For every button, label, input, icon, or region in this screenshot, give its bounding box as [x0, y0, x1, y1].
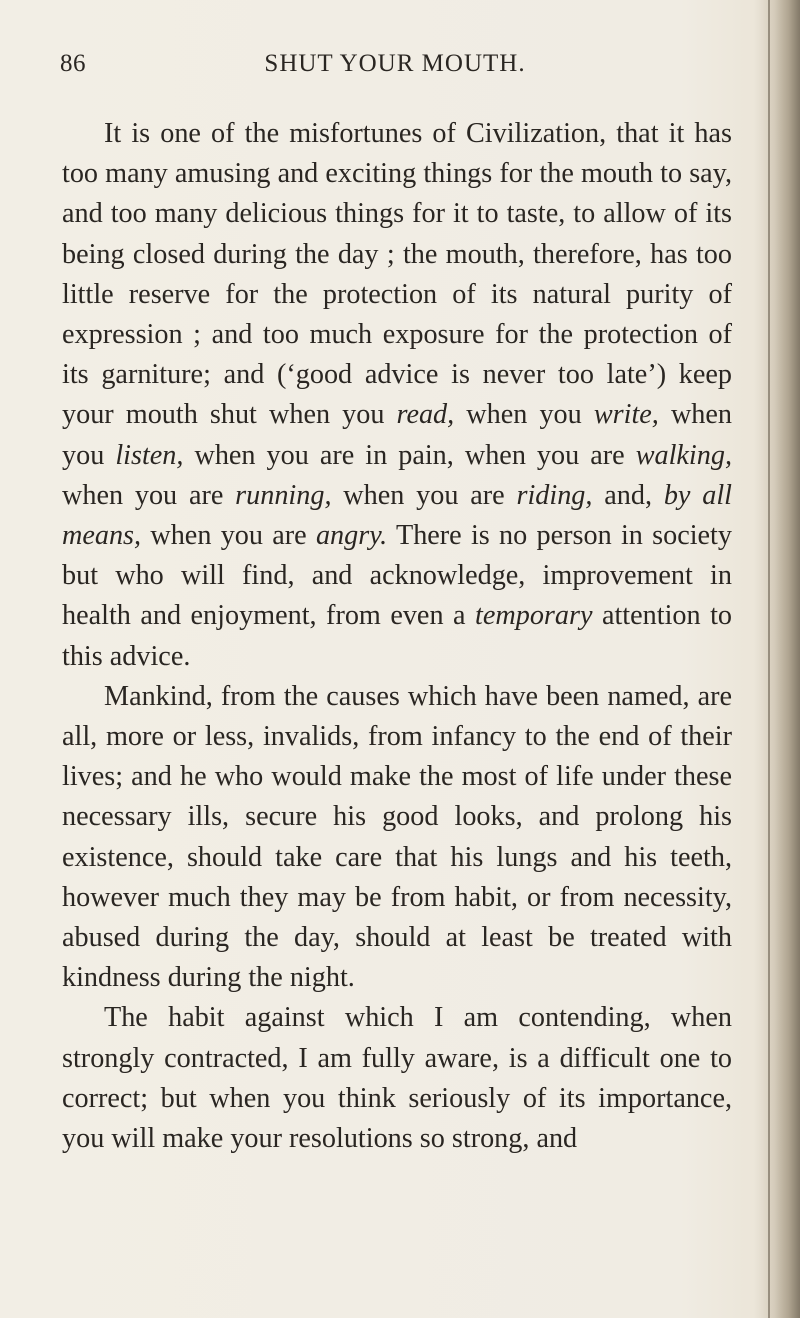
text-segment: Mankind, from the causes which have been named, are all, more or less, invalids, from infancy to the end of their lives; and he who would make the most of life under these necessary ills, secure his good looks, and prolong his existence, should take care that his lungs and his teeth, however much they may be from habit, or from necessity, abused during the day, should at least be treated with kindness during the night. — [62, 680, 732, 994]
page-header — [60, 50, 730, 90]
text-segment: It is one of the misfortunes of Civilization, that it has too many amusing and exciting things for the mouth to say, and too many delicious things for it to taste, to allow of its being closed during the day ; the mouth, therefore, has too little reserve for the protection of its natural purity of expression ; and too much exposure for the protection of its garniture; and (‘good advice is never too late’) keep your mouth shut when you — [62, 118, 732, 431]
text-segment: when you — [454, 399, 594, 431]
italic-segment: by all means, — [62, 479, 732, 552]
page-edge-shadow — [754, 0, 800, 1318]
paragraph-2 — [62, 677, 732, 999]
italic-segment: listen, — [115, 439, 184, 471]
italic-segment: running, — [235, 479, 332, 511]
italic-segment: temporary — [475, 600, 593, 632]
body-text — [62, 114, 732, 1159]
italic-segment: walking, — [635, 439, 732, 471]
text-segment: and, — [592, 479, 664, 511]
text-segment: when you — [62, 399, 732, 471]
italic-segment: write, — [593, 399, 659, 431]
text-segment: There is no person in society but who will find, and acknowledge, improvement in health and enjoyment, from even a — [62, 520, 732, 632]
running-head: SHUT YOUR MOUTH. — [264, 50, 526, 77]
page-number: 86 — [60, 50, 86, 77]
page-edge-line — [768, 0, 770, 1318]
italic-segment: riding, — [516, 479, 593, 511]
text-segment: when you are — [331, 479, 517, 511]
text-segment: when you are — [62, 479, 236, 511]
text-segment: The habit against which I am contending, when strongly contracted, I am fully aware, is a difficult one to correct; but when you think seriously of its importance, you will make your resolutions so strong, and — [62, 1002, 732, 1155]
italic-segment: angry. — [315, 520, 388, 552]
text-segment: attention to this advice. — [62, 600, 732, 672]
text-segment: when you are — [141, 520, 316, 552]
italic-segment: read, — [396, 399, 455, 431]
paragraph-3 — [62, 998, 732, 1159]
paragraph-1 — [62, 114, 732, 677]
text-segment: when you are in pain, when you are — [183, 439, 636, 471]
